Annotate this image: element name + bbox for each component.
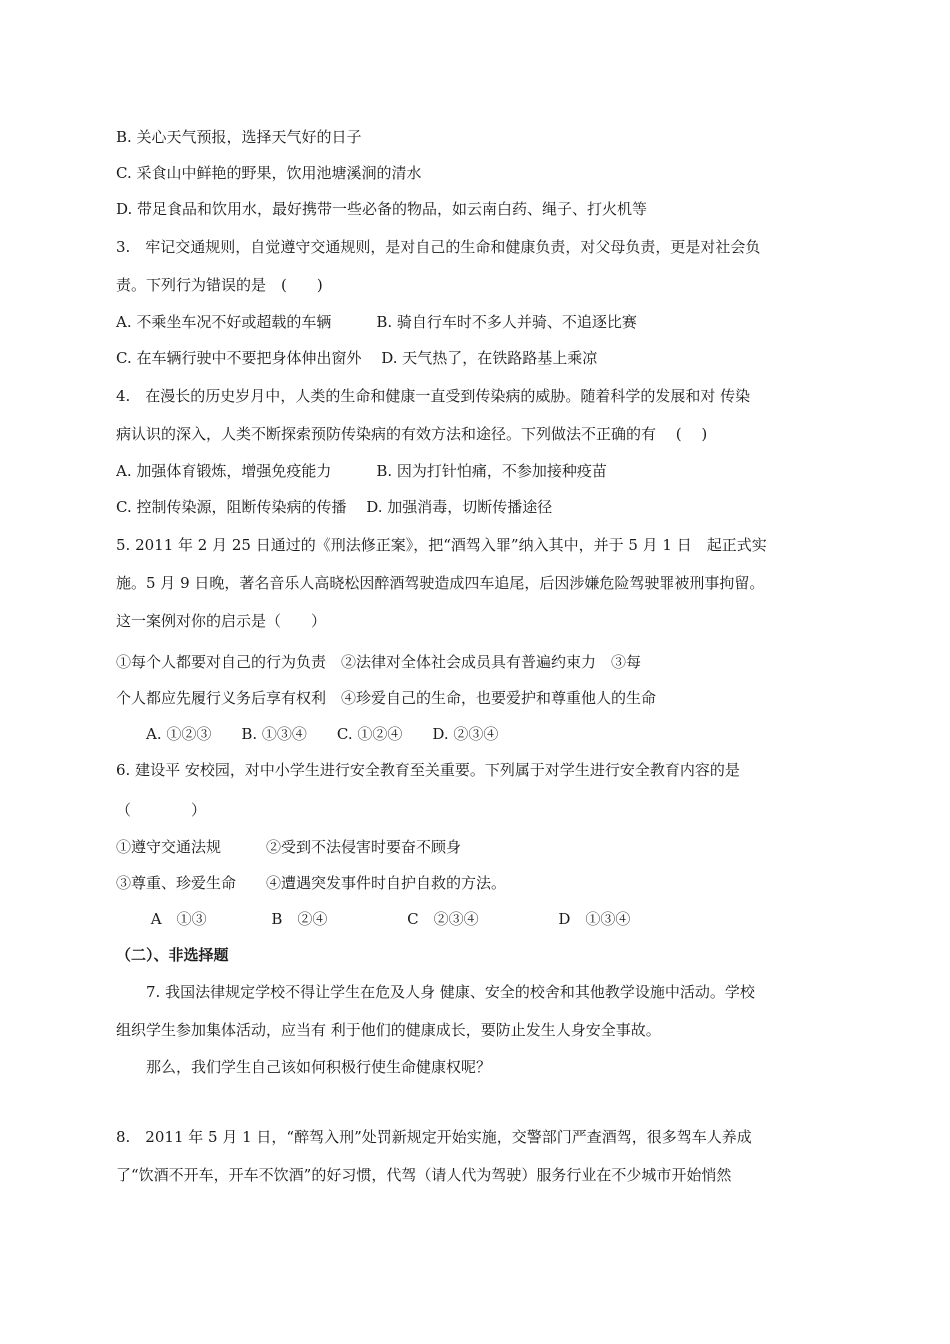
question-4-options-ab: A. 加强体育锻炼，增强免疫能力 B. 因为打针怕痛，不参加接种疫苗 (116, 462, 607, 480)
option-c-wild-fruit: C. 采食山中鲜艳的野果，饮用池塘溪涧的清水 (116, 164, 422, 182)
question-5-line-3: 这一案例对你的启示是（ ） (116, 612, 327, 630)
question-3-line-1: 3. 牢记交通规则，自觉遵守交通规则，是对自己的生命和健康负责，对父母负责，更是对社会负 (116, 238, 761, 256)
question-5-line-2: 施。5 月 9 日晚，著名音乐人高晓松因醉酒驾驶造成四车追尾，后因涉嫌危险驾驶罪被刑事拘留。 (116, 574, 765, 592)
question-5-statements-1: ①每个人都要对自己的行为负责 ②法律对全体社会成员具有普遍约束力 ③每 (116, 653, 642, 671)
question-5-line-1: 5. 2011 年 2 月 25 日通过的《刑法修正案》，把“酒驾入罪”纳入其中，并于 5 月 1 日 起正式实 (116, 536, 767, 554)
question-4-options-cd: C. 控制传染源，阻断传染病的传播 D. 加强消毒，切断传播途径 (116, 498, 553, 516)
question-7-prompt: 那么，我们学生自己该如何积极行使生命健康权呢？ (116, 1058, 492, 1076)
section-heading-non-choice: （二）、非选择题 (116, 946, 229, 964)
option-d-food-water: D. 带足食品和饮用水，最好携带一些必备的物品，如云南白药、绳子、打火机等 (116, 200, 648, 218)
question-8-line-2: 了“饮酒不开车，开车不饮酒”的好习惯，代驾（请人代为驾驶）服务行业在不少城市开始悄然 (116, 1166, 732, 1184)
question-6-statements-1: ①遵守交通法规 ②受到不法侵害时要奋不顾身 (116, 838, 462, 856)
option-b-weather: B. 关心天气预报，选择天气好的日子 (116, 128, 362, 146)
question-6-statements-2: ③尊重、珍爱生命 ④遭遇突发事件时自护自救的方法。 (116, 874, 507, 892)
question-5-options: A. ①②③ B. ①③④ C. ①②④ D. ②③④ (116, 725, 499, 743)
question-7-line-1: 7. 我国法律规定学校不得让学生在危及人身 健康、安全的校舍和其他教学设施中活动。学校 (116, 983, 755, 1001)
question-6-line-2: （ ） (116, 801, 207, 819)
question-8-line-1: 8. 2011 年 5 月 1 日，“醉驾入刑”处罚新规定开始实施，交警部门严查酒驾，很多驾车人养成 (116, 1128, 752, 1146)
question-4-line-1: 4. 在漫长的历史岁月中，人类的生命和健康一直受到传染病的威胁。随着科学的发展和对 传染 (116, 387, 751, 405)
question-4-line-2: 病认识的深入，人类不断探索预防传染病的有效方法和途径。下列做法不正确的有 ( ) (116, 425, 708, 443)
question-5-statements-2: 个人都应先履行义务后享有权利 ④珍爱自己的生命，也要爱护和尊重他人的生命 (116, 689, 657, 707)
question-6-line-1: 6. 建设平 安校园，对中小学生进行安全教育至关重要。下列属于对学生进行安全教育内容的是 (116, 761, 740, 779)
question-3-options-ab: A. 不乘坐车况不好或超载的车辆 B. 骑自行车时不多人并骑、不追逐比赛 (116, 313, 637, 331)
question-3-options-cd: C. 在车辆行驶中不要把身体伸出窗外 D. 天气热了，在铁路路基上乘凉 (116, 349, 598, 367)
question-3-line-2: 责。下列行为错误的是 ( ) (116, 276, 323, 294)
question-7-line-2: 组织学生参加集体活动，应当有 利于他们的健康成长，要防止发生人身安全事故。 (116, 1021, 661, 1039)
question-6-options: A ①③ B ②④ C ②③④ D ①③④ (116, 910, 631, 928)
